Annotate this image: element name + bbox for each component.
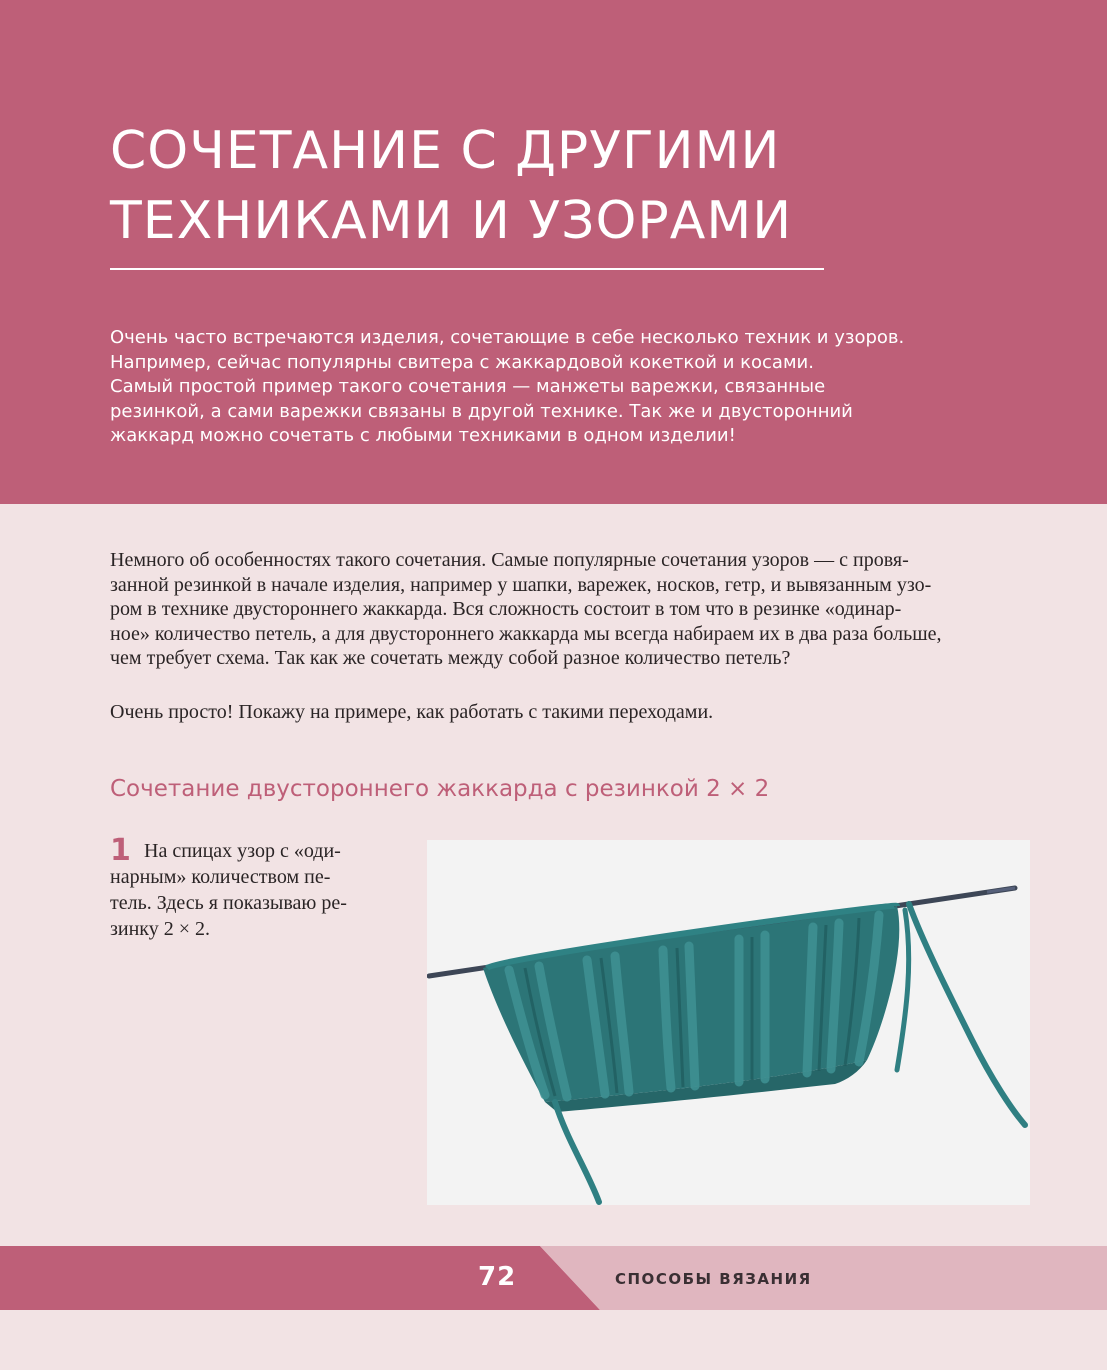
body-paragraph-2: Очень просто! Покажу на примере, как работать с такими переходами. [110, 701, 714, 723]
body-line: ром в технике двустороннего жаккарда. Вся сложность состоит в том что в резинке «одинар- [110, 598, 902, 621]
step-number: 1 [110, 833, 131, 868]
title-line-1: СОЧЕТАНИЕ С ДРУГИМИ [110, 121, 781, 181]
body-line: занной резинкой в начале изделия, например у шапки, варежек, носков, гетр, и вывязанным узо- [110, 573, 932, 596]
intro-line: Самый простой пример такого сочетания — манжеты варежки, связанные [110, 376, 826, 397]
body-line: чем требует схема. Так как же сочетать между собой разное количество петель? [110, 647, 791, 670]
step-line: нарным» количеством пе- [110, 866, 331, 888]
page-title [110, 116, 1010, 256]
step-1-caption [110, 833, 410, 942]
page-number: 72 [478, 1262, 517, 1292]
intro-line: жаккард можно сочетать с любыми техниками в одном изделии! [110, 425, 736, 446]
ribbing-swatch-illustration [427, 840, 1030, 1205]
intro-line: Очень часто встречаются изделия, сочетающие в себе несколько техник и узоров. [110, 327, 905, 348]
intro-line: Например, сейчас популярны свитера с жаккардовой кокеткой и косами. [110, 351, 814, 373]
intro-paragraph [110, 326, 970, 449]
body-paragraph-1 [110, 548, 1030, 671]
header-banner [0, 0, 1107, 504]
section-subheading: Сочетание двустороннего жаккарда с резинкой 2 × 2 [110, 776, 770, 802]
body-line: Немного об особенностях такого сочетания. Самые популярные сочетания узоров — с провя- [110, 549, 909, 571]
intro-line: резинкой, а сами варежки связаны в другой технике. Так же и двусторонний [110, 400, 853, 422]
title-line-2: ТЕХНИКАМИ И УЗОРАМИ [110, 191, 793, 251]
title-divider [110, 268, 824, 270]
body-line: ное» количество петель, а для двустороннего жаккарда мы всегда набираем их в два раза больше, [110, 622, 942, 645]
step-line: тель. Здесь я показываю ре- [110, 892, 347, 914]
step-line: На спицах узор с «оди- [144, 840, 341, 862]
knitting-photo [427, 840, 1030, 1205]
step-line: зинку 2 × 2. [110, 918, 211, 940]
section-name: СПОСОБЫ ВЯЗАНИЯ [615, 1270, 812, 1288]
